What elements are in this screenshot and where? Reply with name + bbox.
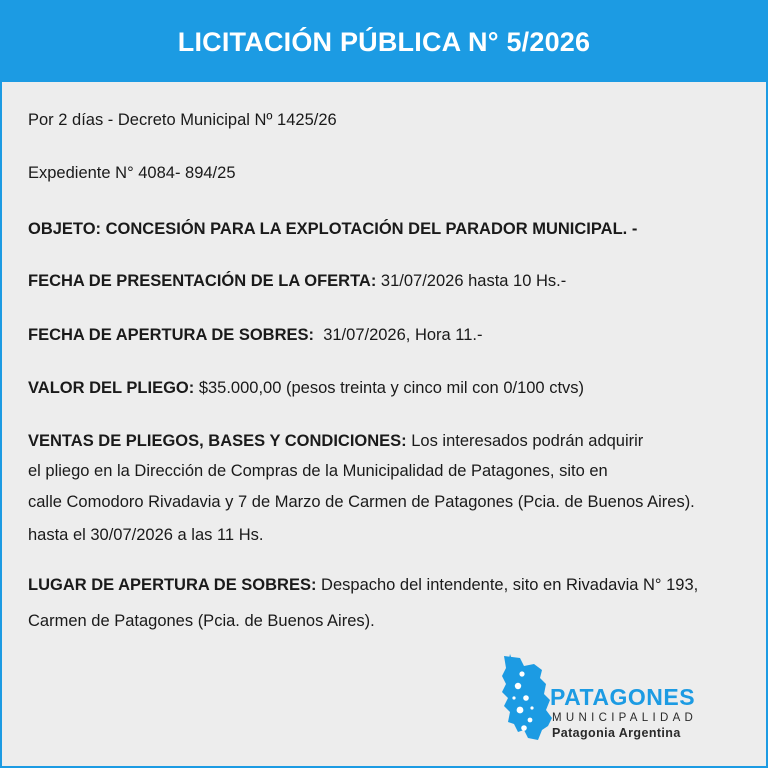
decree-line: Por 2 días - Decreto Municipal Nº 1425/26 (28, 111, 337, 129)
ventas-line-4: hasta el 30/07/2026 a las 11 Hs. (28, 526, 264, 544)
valor-pliego-line (28, 379, 584, 399)
patagones-map-icon (498, 654, 554, 742)
objeto-line (28, 220, 637, 240)
logo-subtitle: MUNICIPALIDAD (552, 712, 698, 724)
patagones-logo (498, 654, 708, 744)
lugar-text-1: Despacho del intendente, sito en Rivadavia N° 193, (316, 576, 699, 594)
ventas-line-3: calle Comodoro Rivadavia y 7 de Marzo de Carmen de Patagones (Pcia. de Buenos Aires). (28, 493, 695, 511)
lugar-line-1 (28, 576, 698, 596)
valor-pliego-value: $35.000,00 (pesos treinta y cinco mil con 0/100 ctvs) (194, 379, 585, 397)
header-bar (2, 2, 766, 82)
ventas-text-1: Los interesados podrán adquirir (406, 432, 644, 450)
fecha-presentacion-value: 31/07/2026 hasta 10 Hs.- (376, 272, 567, 290)
fecha-apertura-line (28, 326, 483, 346)
fecha-presentacion-label: FECHA DE PRESENTACIÓN DE LA OFERTA: (28, 272, 377, 290)
objeto-label: OBJETO: (28, 220, 102, 238)
ventas-line-2: el pliego en la Dirección de Compras de la Municipalidad de Patagones, sito en (28, 462, 608, 480)
logo-name: PATAGONES (550, 684, 696, 710)
fecha-apertura-value: 31/07/2026, Hora 11.- (314, 326, 483, 344)
objeto-value: CONCESIÓN PARA LA EXPLOTACIÓN DEL PARADOR MUNICIPAL. - (105, 220, 638, 238)
ventas-line-1 (28, 432, 643, 452)
ventas-label: VENTAS DE PLIEGOS, BASES Y CONDICIONES: (28, 432, 407, 450)
lugar-label: LUGAR DE APERTURA DE SOBRES: (28, 576, 317, 594)
fecha-apertura-label: FECHA DE APERTURA DE SOBRES: (28, 326, 315, 344)
valor-pliego-label: VALOR DEL PLIEGO: (28, 379, 195, 397)
fecha-presentacion-line (28, 272, 566, 292)
expediente-line: Expediente N° 4084- 894/25 (28, 164, 236, 182)
logo-tagline: Patagonia Argentina (552, 726, 681, 740)
lugar-line-2: Carmen de Patagones (Pcia. de Buenos Aires). (28, 612, 375, 630)
page-title: LICITACIÓN PÚBLICA N° 5/2026 (177, 26, 591, 57)
